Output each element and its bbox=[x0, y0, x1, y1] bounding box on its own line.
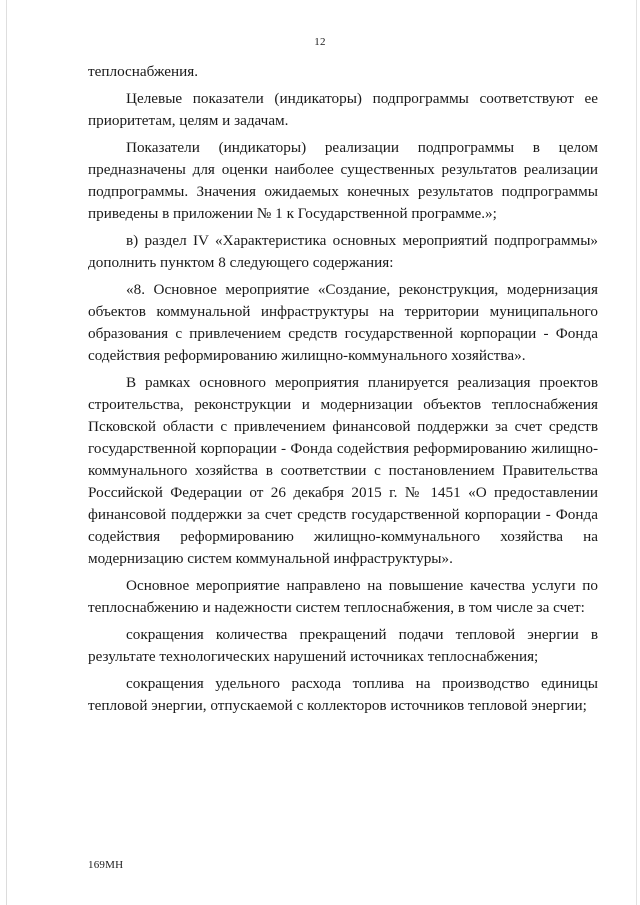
page-number: 12 bbox=[314, 36, 326, 48]
paragraph-target-indicators: Целевые показатели (индикаторы) подпрограммы соответствуют ее приоритетам, целям и задачам. bbox=[88, 90, 598, 129]
document-footer-code: 169МН bbox=[88, 859, 124, 871]
paragraph-activity-scope: В рамках основного мероприятия планируется реализация проектов строительства, реконструкции и модернизации объектов теплоснабжения Псковской области с привлечением финансовой поддержки за счет средств государственной корпорации - Фонда содействия реформированию жилищно-коммунального хозяйства в соответствии с постановлением Правительства Российской Федерации от 26 декабря 2015 г. № 1451 «О предоставлении финансовой поддержки за счет средств государственной корпорации - Фонда содействия реформированию жилищно-коммунального хозяйства на модернизацию систем коммунальной инфраструктуры». bbox=[88, 374, 598, 567]
paragraph-continuation: теплоснабжения. bbox=[88, 63, 199, 80]
paragraph-reduce-fuel-consumption: сокращения удельного расхода топлива на производство единицы тепловой энергии, отпускаемой с коллекторов источников тепловой энергии; bbox=[88, 675, 598, 714]
paragraph-reduce-interruptions: сокращения количества прекращений подачи тепловой энергии в результате технологических нарушений источниках теплоснабжения; bbox=[88, 626, 598, 665]
paragraph-main-activity-8: «8. Основное мероприятие «Создание, реконструкция, модернизация объектов коммунальной инфраструктуры на территории муниципального образования с привлечением средств государственной корпорации - Фонда содействия реформированию жилищно-коммунального хозяйства». bbox=[88, 281, 598, 364]
document-body bbox=[88, 61, 598, 722]
paragraph-activity-goal: Основное мероприятие направлено на повышение качества услуги по теплоснабжению и надежности систем теплоснабжения, в том числе за счет: bbox=[88, 577, 598, 616]
paragraph-indicators-purpose: Показатели (индикаторы) реализации подпрограммы в целом предназначены для оценки наиболее существенных результатов реализации подпрограммы. Значения ожидаемых конечных результатов подпрограммы приведены в приложении № 1 к Государственной программе.»; bbox=[88, 139, 598, 222]
scan-right-edge bbox=[636, 0, 637, 905]
paragraph-section-iv-amendment: в) раздел IV «Характеристика основных мероприятий подпрограммы» дополнить пунктом 8 следующего содержания: bbox=[88, 232, 598, 271]
scan-left-edge bbox=[6, 0, 7, 905]
